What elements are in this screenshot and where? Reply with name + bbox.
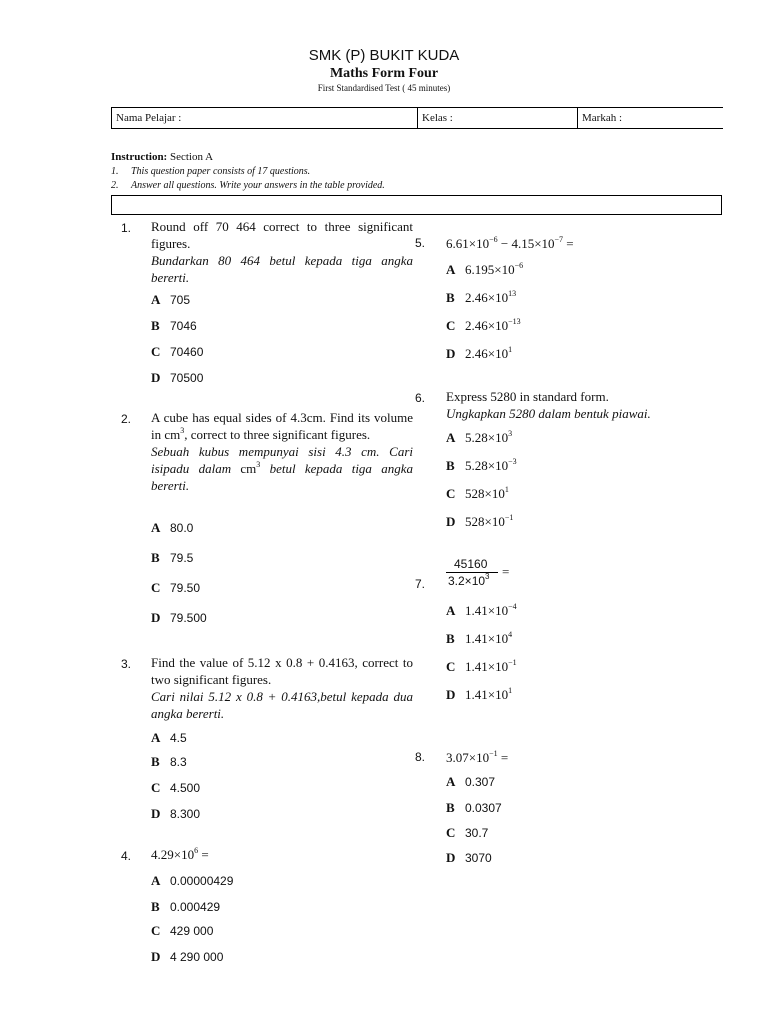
option-row[interactable] xyxy=(446,430,512,446)
option-row[interactable] xyxy=(446,290,516,306)
exponent: 6 xyxy=(194,846,199,855)
option-row[interactable] xyxy=(151,780,200,796)
option-value: 3070 xyxy=(465,851,492,865)
option-row[interactable] xyxy=(151,610,207,626)
option-base: 6.195×10 xyxy=(465,262,515,277)
question-text-en xyxy=(151,409,413,443)
exponent: −6 xyxy=(489,235,498,244)
answer-box[interactable] xyxy=(111,195,722,215)
option-letter: B xyxy=(151,899,160,914)
option-row[interactable] xyxy=(151,344,203,360)
fraction-numerator: 45160 xyxy=(454,557,488,571)
marks-field[interactable]: Markah : xyxy=(582,112,623,124)
exponent: −6 xyxy=(514,261,524,270)
option-base: 2.46×10 xyxy=(465,290,509,305)
question-number: 1. xyxy=(121,221,132,235)
option-letter: C xyxy=(151,780,161,795)
option-base: 2.46×10 xyxy=(465,318,509,333)
question-text-ms xyxy=(151,443,413,494)
option-row[interactable] xyxy=(446,458,517,474)
equals-sign: = xyxy=(502,564,510,579)
option-row[interactable] xyxy=(151,550,193,566)
question-text-part: A cube has equal sides of 4.3cm. Find its volume in cm xyxy=(151,410,413,442)
exponent: 3 xyxy=(180,426,185,435)
option-row[interactable] xyxy=(446,318,521,334)
question-text-part: , correct to three significant figures. xyxy=(184,427,371,442)
option-row[interactable] xyxy=(446,603,517,619)
option-letter: A xyxy=(446,603,456,618)
option-letter: C xyxy=(151,923,161,938)
option-letter: B xyxy=(151,754,160,769)
school-name: SMK (P) BUKIT KUDA xyxy=(308,47,460,64)
instruction-note-num: 2. xyxy=(111,180,119,191)
option-value xyxy=(465,262,523,278)
question-number: 5. xyxy=(415,236,426,250)
option-value xyxy=(465,514,513,530)
question-text-ms: Cari nilai 5.12 x 0.8 + 0.4163,betul kepada dua angka bererti. xyxy=(151,689,413,721)
option-letter: D xyxy=(151,806,161,821)
option-letter: C xyxy=(151,344,161,359)
instruction-note xyxy=(111,180,385,191)
option-base: 5.28×10 xyxy=(465,458,509,473)
option-row[interactable] xyxy=(446,850,492,866)
option-value: 7046 xyxy=(170,319,197,333)
option-letter: A xyxy=(446,262,456,277)
option-row[interactable] xyxy=(151,370,203,386)
exponent: 1 xyxy=(504,485,509,494)
option-row[interactable] xyxy=(151,873,233,889)
option-base: 1.41×10 xyxy=(465,659,509,674)
option-letter: A xyxy=(446,774,456,789)
exponent: −3 xyxy=(508,457,517,466)
option-base: 5.28×10 xyxy=(465,430,509,445)
option-row[interactable] xyxy=(446,346,512,362)
question-number: 3. xyxy=(121,657,132,671)
test-title: First Standardised Test ( 45 minutes) xyxy=(317,83,451,93)
option-value xyxy=(465,318,521,334)
option-row[interactable] xyxy=(446,774,495,790)
option-value: 79.50 xyxy=(170,581,201,595)
exponent: −1 xyxy=(504,513,514,522)
option-letter: A xyxy=(151,730,161,745)
option-letter: D xyxy=(446,346,456,361)
option-value: 705 xyxy=(170,293,191,307)
option-base: 1.41×10 xyxy=(465,687,509,702)
option-letter: B xyxy=(446,290,455,305)
option-value: 4.5 xyxy=(170,731,187,745)
option-value xyxy=(465,486,509,502)
denominator-base: 3.2×10 xyxy=(448,574,486,588)
question-expression xyxy=(446,750,508,766)
option-letter: D xyxy=(151,949,161,964)
exponent: −7 xyxy=(554,235,564,244)
option-value: 0.00000429 xyxy=(170,874,234,888)
question-number: 7. xyxy=(415,577,426,591)
option-letter: B xyxy=(151,318,160,333)
option-row[interactable] xyxy=(151,730,187,746)
question-text-part: Sebuah kubus mempunyai sisi 4.3 cm. Cari isipadu dalam xyxy=(151,444,413,476)
exponent: 3 xyxy=(508,429,513,438)
option-value: 8.3 xyxy=(170,755,187,769)
option-value: 0.000429 xyxy=(170,900,221,914)
option-value xyxy=(465,290,516,306)
exponent: 3 xyxy=(485,572,490,581)
option-row[interactable] xyxy=(151,520,193,536)
option-value: 429 000 xyxy=(170,924,214,938)
option-value: 70460 xyxy=(170,345,204,359)
exponent: −4 xyxy=(508,602,517,611)
question-text-en: Round off 70 464 correct to three significant figures. xyxy=(151,219,413,251)
question-number: 4. xyxy=(121,849,132,863)
option-value: 70500 xyxy=(170,371,204,385)
option-letter: D xyxy=(151,610,161,625)
option-value: 4.500 xyxy=(170,781,201,795)
question-text xyxy=(151,409,413,494)
exponent: −13 xyxy=(508,317,521,326)
exponent: −1 xyxy=(489,749,498,758)
option-base: 528×10 xyxy=(465,486,505,501)
option-letter: B xyxy=(446,458,455,473)
fraction-denominator xyxy=(448,574,490,588)
exponent: 4 xyxy=(508,630,513,639)
option-letter: A xyxy=(151,292,161,307)
expression-tail: = xyxy=(563,236,574,251)
option-row[interactable] xyxy=(446,659,517,675)
instruction-label: Instruction: xyxy=(111,151,168,163)
expression-term: − 4.15×10 xyxy=(497,236,555,251)
option-row[interactable] xyxy=(151,580,200,596)
question-text-part: betul kepada tiga angka bererti. xyxy=(151,461,413,493)
option-value xyxy=(465,346,512,362)
option-letter: C xyxy=(446,659,456,674)
exponent: −1 xyxy=(508,658,517,667)
option-value: 80.0 xyxy=(170,521,194,535)
option-base: 2.46×10 xyxy=(465,346,509,361)
option-row[interactable] xyxy=(446,631,512,647)
question-text-ms: Ungkapkan 5280 dalam bentuk piawai. xyxy=(446,406,651,421)
option-row[interactable] xyxy=(151,318,197,334)
instruction-note-text: Answer all questions. Write your answers in the table provided. xyxy=(131,180,385,191)
option-letter: D xyxy=(446,687,456,702)
option-value: 79.500 xyxy=(170,611,207,625)
option-letter: B xyxy=(446,800,455,815)
option-row[interactable] xyxy=(446,262,523,278)
option-row[interactable] xyxy=(151,949,223,965)
fraction-bar xyxy=(446,572,498,573)
option-letter: B xyxy=(151,550,160,565)
option-letter: D xyxy=(446,850,456,865)
expression-base: 3.07×10 xyxy=(446,750,490,765)
exponent: 1 xyxy=(508,345,513,354)
option-value: 8.300 xyxy=(170,807,201,821)
option-value: 79.5 xyxy=(170,551,194,565)
option-value xyxy=(465,603,517,619)
question-expression xyxy=(151,847,209,863)
instruction-note-num: 1. xyxy=(111,166,119,177)
instruction-note xyxy=(111,166,310,177)
option-value xyxy=(465,458,517,474)
option-letter: D xyxy=(446,514,456,529)
class-field[interactable]: Kelas : xyxy=(418,108,578,128)
question-text xyxy=(151,218,413,286)
option-row[interactable] xyxy=(446,800,502,816)
option-letter: B xyxy=(446,631,455,646)
expression-base: 4.29×10 xyxy=(151,847,195,862)
option-row[interactable] xyxy=(151,923,213,939)
instruction-section: Section A xyxy=(169,151,214,163)
option-row[interactable] xyxy=(446,687,512,703)
exponent: 3 xyxy=(256,460,261,469)
option-letter: C xyxy=(446,486,456,501)
option-row[interactable] xyxy=(151,292,190,308)
option-letter: C xyxy=(151,580,161,595)
question-number: 2. xyxy=(121,412,132,426)
option-value: 0.0307 xyxy=(465,801,502,815)
option-base: 528×10 xyxy=(465,514,505,529)
option-letter: A xyxy=(151,873,161,888)
option-value xyxy=(465,687,512,703)
option-row[interactable] xyxy=(151,754,187,770)
question-text xyxy=(446,388,651,422)
expression-term: 6.61×10 xyxy=(446,236,490,251)
option-letter: A xyxy=(151,520,161,535)
option-value: 4 290 000 xyxy=(170,950,224,964)
option-row[interactable] xyxy=(446,514,513,530)
instruction-note-text: This question paper consists of 17 questions. xyxy=(131,166,311,177)
option-letter: C xyxy=(446,825,456,840)
option-row[interactable] xyxy=(446,825,488,841)
instruction-line xyxy=(111,151,213,163)
question-expression xyxy=(446,236,574,252)
question-text-en: Find the value of 5.12 x 0.8 + 0.4163, correct to two significant figures. xyxy=(151,655,413,687)
expression-tail: = xyxy=(497,750,509,765)
option-row[interactable] xyxy=(151,806,200,822)
option-row[interactable] xyxy=(446,486,509,502)
option-letter: A xyxy=(446,430,456,445)
question-text-ms: Bundarkan 80 464 betul kepada tiga angka bererti. xyxy=(151,253,413,285)
question-number: 6. xyxy=(415,391,426,405)
student-name-field[interactable]: Nama Pelajar : xyxy=(112,108,418,128)
option-letter: C xyxy=(446,318,456,333)
subject-title: Maths Form Four xyxy=(329,66,439,81)
question-fraction xyxy=(446,557,526,593)
question-text-en: Express 5280 in standard form. xyxy=(446,389,609,404)
exponent: 1 xyxy=(508,686,513,695)
option-value xyxy=(465,631,512,647)
option-base: 1.41×10 xyxy=(465,631,509,646)
option-letter: D xyxy=(151,370,161,385)
expression-tail: = xyxy=(198,847,209,862)
question-text xyxy=(151,654,413,722)
option-base: 1.41×10 xyxy=(465,603,509,618)
exponent: 13 xyxy=(508,289,517,298)
option-value xyxy=(465,659,517,675)
question-number: 8. xyxy=(415,750,426,764)
option-value: 30.7 xyxy=(465,826,489,840)
unit: cm xyxy=(240,461,257,476)
option-value xyxy=(465,430,512,446)
option-value: 0.307 xyxy=(465,775,496,789)
option-row[interactable] xyxy=(151,899,220,915)
student-info-table xyxy=(111,107,723,129)
